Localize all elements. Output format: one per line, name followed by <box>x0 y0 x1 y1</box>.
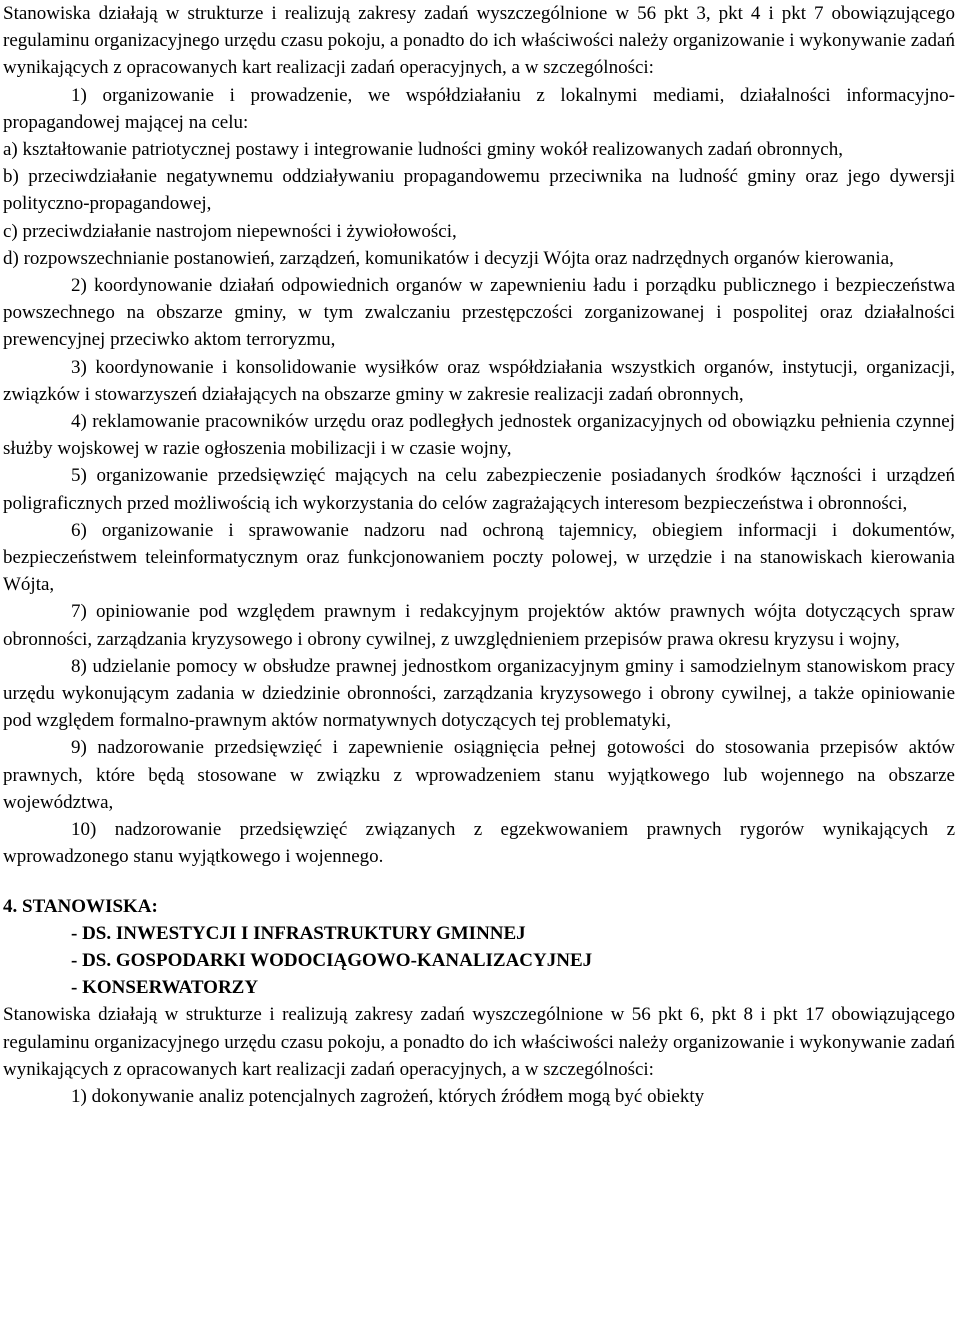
spacer <box>3 871 955 883</box>
list-item: 10) nadzorowanie przedsięwzięć związanych z egzekwowaniem prawnych rygorów wynikających z wprowadzonego stanu wyjątkowego i wojennego. <box>3 819 955 868</box>
position-item: - DS. INWESTYCJI I INFRASTRUKTURY GMINNEJ <box>71 922 526 944</box>
list-item: 5) organizowanie przedsięwzięć mających na celu zabezpieczenie posiadanych środków łączności i urządzeń poligraficznych przed możliwością ich wykorzystania do celów zagrażających interesom bezpieczeństwa i obronności, <box>3 465 955 514</box>
list-item: 2) koordynowanie działań odpowiednich organów w zapewnieniu ładu i porządku publicznego i bezpieczeństwa powszechnego na obszarze gminy, w tym zwalczaniu przestępczości zorganizowanej i pospolitej oraz działalności prewencyjnej przeciwko aktom terroryzmu, <box>3 275 955 351</box>
position-item: - KONSERWATORZY <box>71 977 259 999</box>
list-item: 1) organizowanie i prowadzenie, we współdziałaniu z lokalnymi mediami, działalności informacyjno-propagandowej mającej na celu: <box>3 84 955 133</box>
list-item: 6) organizowanie i sprawowanie nadzoru nad ochroną tajemnicy, obiegiem informacji i dokumentów, bezpieczeństwem teleinformatycznym oraz funkcjonowaniem poczty polowej, w urzędzie i na stanowiskach kierowania Wójta, <box>3 519 955 596</box>
list-item: b) przeciwdziałanie negatywnemu oddziaływaniu propagandowemu przeciwnika na ludność gminy oraz jego dywersji polityczno-propagandowej, <box>3 166 955 215</box>
list-item: 4) reklamowanie pracowników urzędu oraz podległych jednostek organizacyjnych od obowiązku pełnienia czynnej służby wojskowej w razie ogłoszenia mobilizacji i w czasie wojny, <box>3 411 955 460</box>
intro-paragraph-2: Stanowiska działają w strukturze i realizują zakresy zadań wyszczególnione w 56 pkt 6, pkt 8 i pkt 17 obowiązującego regulaminu organizacyjnego urzędu czasu pokoju, a ponadto do ich właściwości należy organizowanie i wykonywanie zadań wynikających z opracowanych kart realizacji zadań operacyjnych, a w szczególności: <box>3 1004 955 1080</box>
list-item: d) rozpowszechnianie postanowień, zarządzeń, komunikatów i decyzji Wójta oraz nadrzędnych organów kierowania, <box>3 247 894 269</box>
list-item: 1) dokonywanie analiz potencjalnych zagrożeń, których źródłem mogą być obiekty <box>71 1085 705 1107</box>
list-item: 9) nadzorowanie przedsięwzięć i zapewnienie osiągnięcia pełnej gotowości do stosowania przepisów aktów prawnych, które będą stosowane w związku z wprowadzeniem stanu wyjątkowego lub wojennego na obszarze województwa, <box>3 737 955 813</box>
list-item: 3) koordynowanie i konsolidowanie wysiłków oraz współdziałania wszystkich organów, instytucji, organizacji, związków i stowarzyszeń działających na obszarze gminy w zakresie realizacji zadań obronnych, <box>3 356 955 405</box>
intro-paragraph-1: Stanowiska działają w strukturze i realizują zakresy zadań wyszczególnione w 56 pkt 3, pkt 4 i pkt 7 obowiązującego regulaminu organizacyjnego urzędu czasu pokoju, a ponadto do ich właściwości należy organizowanie i wykonywanie zadań wynikających z opracowanych kart realizacji zadań operacyjnych, a w szczególności: <box>3 3 955 79</box>
section-heading: 4. STANOWISKA: <box>3 895 158 917</box>
list-item: a) kształtowanie patriotycznej postawy i integrowanie ludności gminy wokół realizowanych zadań obronnych, <box>3 139 843 161</box>
list-item: 8) udzielanie pomocy w obsłudze prawnej jednostkom organizacyjnym gminy i samodzielnym stanowiskom pracy urzędu wykonującym zadania w dziedzinie obronności, zarządzania kryzysowego i obrony cywilnej, a także opiniowanie pod względem formalno-prawnym aktów normatywnych dotyczących tej problematyki, <box>3 655 955 732</box>
list-item: 7) opiniowanie pod względem prawnym i redakcyjnym projektów aktów prawnych wójta dotyczących spraw obronności, zarządzania kryzysowego i obrony cywilnej, z uwzględnieniem przepisów prawa okresu kryzysu i wojny, <box>3 601 955 650</box>
position-item: - DS. GOSPODARKI WODOCIĄGOWO-KANALIZACYJNEJ <box>71 949 593 971</box>
position-list <box>3 920 955 1002</box>
list-item: c) przeciwdziałanie nastrojom niepewności i żywiołowości, <box>3 220 457 242</box>
